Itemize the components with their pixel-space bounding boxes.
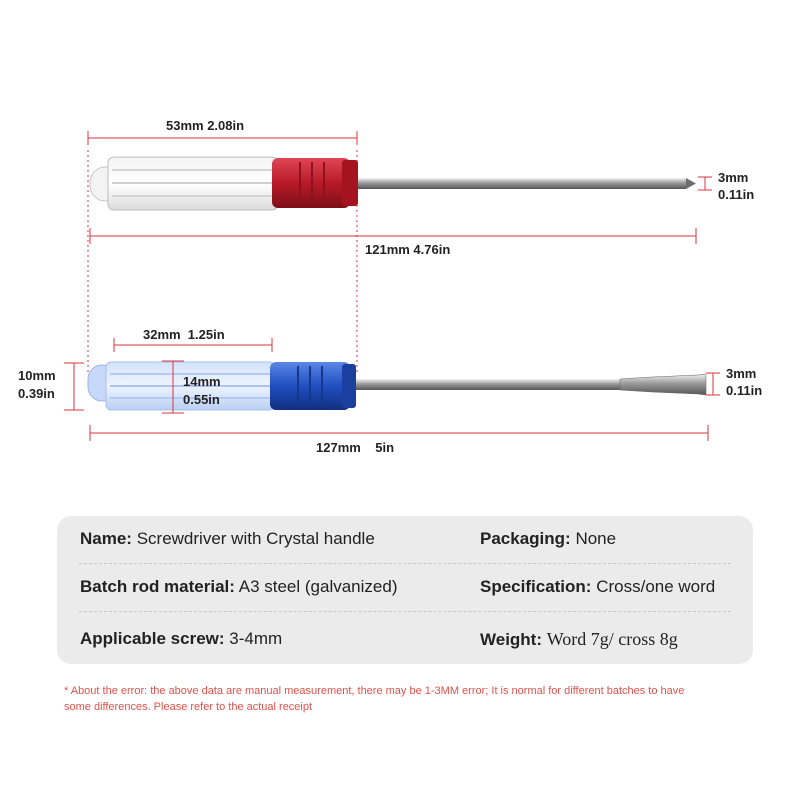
top-tip-width-mm: 3mm — [718, 170, 749, 185]
bottom-screwdriver — [88, 362, 706, 410]
bottom-grip-width-mm: 14mm — [183, 374, 221, 389]
spec-packaging — [480, 529, 616, 549]
top-tip-width-in: 0.11in — [718, 187, 755, 202]
spec-rod-label: Batch rod material: — [80, 577, 235, 596]
spec-row — [57, 564, 753, 610]
bottom-handle-length-label: 32mm 1.25in — [143, 327, 225, 342]
disclaimer-line: some differences. Please refer to the actual receipt — [64, 701, 313, 713]
spec-row — [57, 516, 753, 562]
spec-screw — [80, 629, 282, 649]
error-disclaimer — [64, 683, 754, 715]
spec-specification-label: Specification: — [480, 577, 592, 596]
bottom-handle-diameter-mm: 10mm — [18, 368, 56, 383]
top-total-length-label: 121mm 4.76in — [365, 242, 451, 257]
spec-weight — [480, 629, 678, 650]
spec-packaging-label: Packaging: — [480, 529, 571, 548]
bottom-shaft — [352, 379, 622, 390]
spec-specification-value: Cross/one word — [596, 577, 716, 596]
top-shaft — [356, 178, 686, 189]
bottom-tip-width-mm: 3mm — [726, 366, 757, 381]
bottom-grip-width-in: 0.55in — [183, 392, 220, 407]
spec-screw-value: 3-4mm — [229, 629, 283, 648]
spec-row — [57, 612, 753, 658]
spec-name — [80, 529, 375, 549]
top-screwdriver — [90, 157, 696, 210]
bottom-total-length-label: 127mm 5in — [316, 440, 395, 455]
top-handle-length-label: 53mm 2.08in — [166, 118, 245, 133]
spec-screw-label: Applicable screw: — [80, 629, 225, 648]
spec-name-label: Name: — [80, 529, 132, 548]
spec-name-value: Screwdriver with Crystal handle — [136, 529, 375, 548]
spec-specification — [480, 577, 715, 597]
bottom-tip-width-in: 0.11in — [726, 383, 763, 398]
spec-weight-label: Weight: — [480, 630, 543, 649]
spec-packaging-value: None — [575, 529, 617, 548]
spec-weight-value: Word 7g/ cross 8g — [546, 629, 678, 649]
spec-rod-material — [80, 577, 398, 597]
top-cross-tip — [686, 178, 696, 189]
spec-rod-value: A3 steel (galvanized) — [238, 577, 398, 596]
spec-panel — [57, 516, 753, 664]
bottom-flat-blade — [620, 374, 706, 395]
bottom-handle-diameter-in: 0.39in — [18, 386, 55, 401]
disclaimer-line: * About the error: the above data are manual measurement, there may be 1-3MM error; It is normal for different batches to have — [64, 685, 685, 697]
